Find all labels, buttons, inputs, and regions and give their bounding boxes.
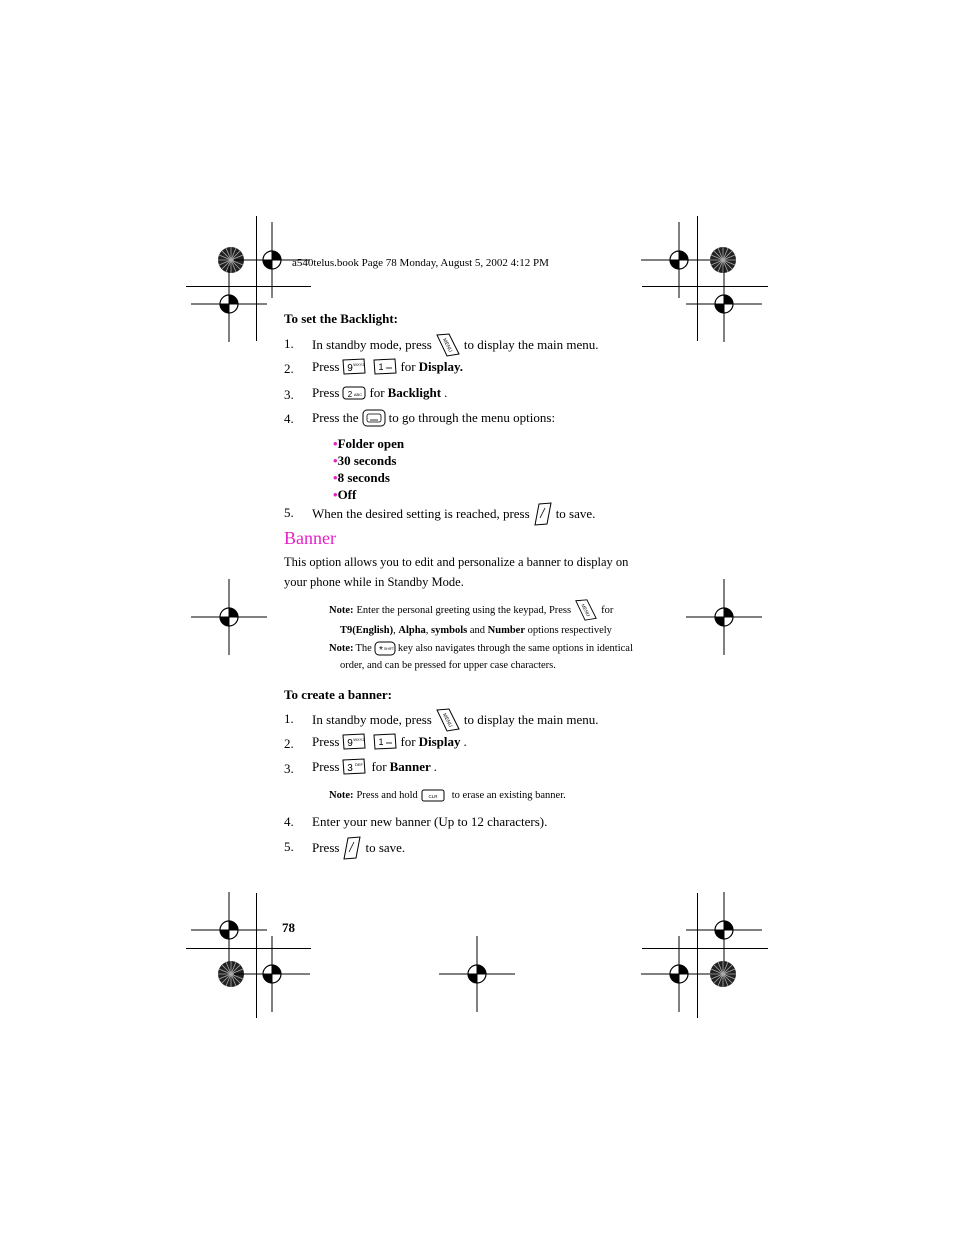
registration-cross-icon [686,266,762,342]
banner-step-1: 1. In standby mode, press MENU to display the main menu. [284,707,684,731]
svg-text:WXYZ: WXYZ [353,737,366,742]
one-key-icon [373,733,397,751]
banner-step-5: 5. Press to save. [284,836,684,860]
svg-text:MENU: MENU [440,712,454,729]
menu-key-icon [435,332,461,358]
banner-step-3: 3. Press 3 DEF for Banner . [284,759,438,776]
backlight-step-2: 2. Press 9 WXYZ 1 for Display. [284,359,464,376]
backlight-step-3: 3. Press 2 ABC for Backlight . [284,385,448,402]
backlight-step-1: 1. In standby mode, press MENU to display the main menu. [284,332,684,356]
two-key-icon [342,385,366,401]
star-shift-key-icon [374,641,396,657]
backlight-step-5: 5. When the desired setting is reached, press to save. [284,502,684,526]
banner-step-2: 2. Press 9 WXYZ 1 for Display . [284,734,467,751]
svg-text:ABC: ABC [354,392,363,397]
svg-text:CLR: CLR [428,793,438,799]
option-8-seconds: •8 seconds [333,470,390,485]
svg-text:SHIFT: SHIFT [383,646,394,651]
menu-key-icon [574,598,598,622]
registration-cross-icon [191,892,267,968]
banner-description: This option allows you to edit and personalize a banner to display on your phone while in Standby Mode. [284,555,629,589]
svg-text:*: * [378,644,383,656]
svg-text:DEF: DEF [355,762,364,767]
option-off: •Off [333,487,357,502]
registration-cross-icon [234,936,310,1012]
banner-note-2: Note: The * SHIFT key also navigates through the same options in identical order, and can be pressed for upper case characters. [329,640,649,674]
banner-note-3: Note: Press and hold CLR to erase an existing banner. [329,790,566,801]
registration-star-icon [710,247,736,273]
banner-title: Banner [284,528,336,548]
clear-key-icon [421,789,445,803]
svg-text:WXYZ: WXYZ [353,362,366,367]
svg-text:1: 1 [378,362,384,372]
option-folder-open: •Folder open [333,436,405,451]
registration-cross-icon [641,222,717,298]
backlight-heading: To set the Backlight: [284,311,398,326]
registration-cross-icon [191,579,267,655]
create-banner-heading: To create a banner: [284,687,392,702]
banner-step-4: 4. Enter your new banner (Up to 12 characters). [284,814,548,829]
banner-note-1: Note: Enter the personal greeting using the keypad, Press MENU for T9(English), Alpha, symbols and Number options respectively [329,598,649,639]
save-key-icon [533,502,553,526]
navigation-key-icon [362,408,386,428]
svg-text:MENU: MENU [440,337,454,354]
one-key-icon [373,358,397,376]
save-key-icon [342,836,362,860]
option-30-seconds: •30 seconds [333,453,397,468]
nine-key-icon [342,358,366,376]
registration-cross-icon [439,936,515,1012]
registration-cross-icon [686,579,762,655]
svg-text:9: 9 [347,363,354,374]
nine-key-icon [342,733,366,751]
print-header: a540telus.book Page 78 Monday, August 5, 2002 4:12 PM [292,257,549,269]
registration-star-icon [710,961,736,987]
registration-cross-icon [686,892,762,968]
svg-text:3: 3 [347,763,354,774]
page-number: 78 [282,920,295,935]
backlight-step-4: 4. Press the to go through the menu options: [284,410,556,426]
registration-cross-icon [641,936,717,1012]
menu-key-icon [435,707,461,733]
svg-text:9: 9 [347,738,354,749]
svg-text:MENU: MENU [580,602,592,618]
registration-cross-icon [191,266,267,342]
three-key-icon [342,758,366,776]
svg-text:2: 2 [348,390,353,399]
svg-text:1: 1 [378,737,384,747]
